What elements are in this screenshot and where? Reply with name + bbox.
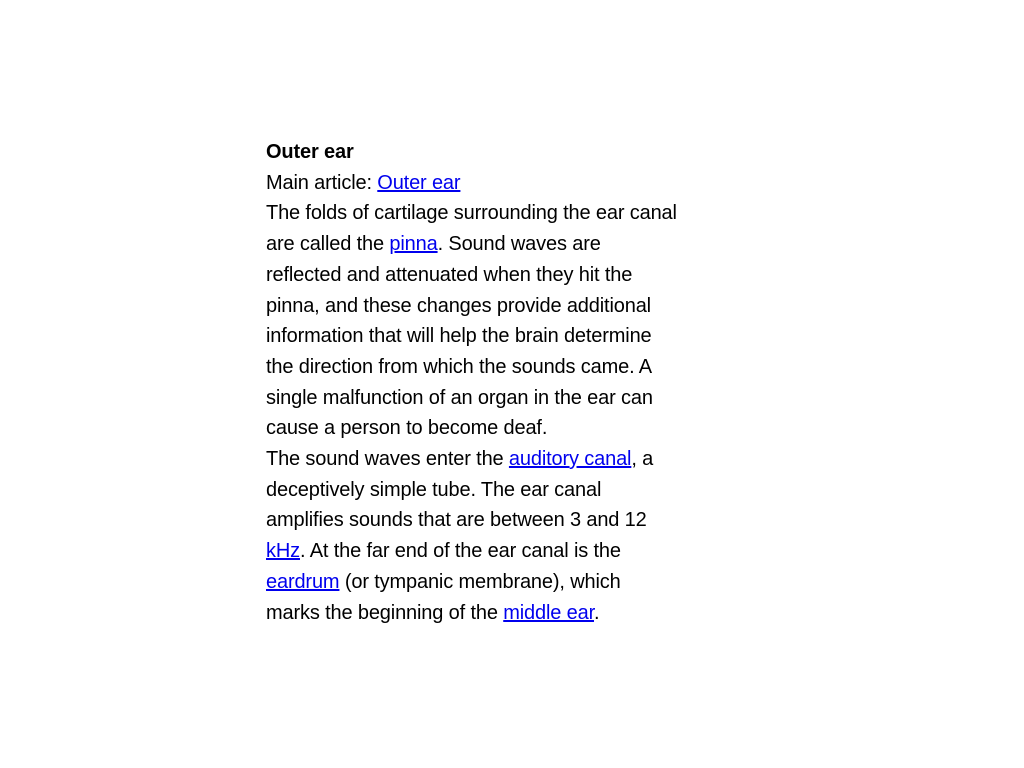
paragraph-line: deceptively simple tube. The ear canal xyxy=(266,478,602,501)
paragraph-line: single malfunction of an organ in the ear can xyxy=(266,386,653,409)
paragraph-line xyxy=(266,536,766,567)
paragraph-line: the direction from which the sounds came. A xyxy=(266,355,652,378)
khz-link[interactable]: kHz xyxy=(266,540,300,563)
paragraph-line: amplifies sounds that are between 3 and 12 xyxy=(266,509,647,532)
paragraph-line xyxy=(266,444,766,475)
paragraph-text: . At the far end of the ear canal is the xyxy=(300,540,621,563)
middle-ear-link[interactable]: middle ear xyxy=(503,601,594,624)
paragraph-text: . xyxy=(594,601,600,624)
paragraph-line xyxy=(266,567,766,598)
paragraph-line: The folds of cartilage surrounding the ear canal xyxy=(266,202,677,225)
paragraph-text: (or tympanic membrane), which xyxy=(339,570,621,593)
paragraph-line: information that will help the brain determine xyxy=(266,325,652,348)
paragraph-line xyxy=(266,598,766,629)
outer-ear-link[interactable]: Outer ear xyxy=(377,171,461,194)
paragraph-line: cause a person to become deaf. xyxy=(266,417,548,440)
main-article-label: Main article: xyxy=(266,171,378,194)
section-heading: Outer ear xyxy=(266,141,354,163)
paragraph-line: reflected and attenuated when they hit the xyxy=(266,263,633,286)
paragraph-text: are called the xyxy=(266,233,390,256)
eardrum-link[interactable]: eardrum xyxy=(266,570,340,593)
paragraph-text: marks the beginning of the xyxy=(266,601,504,624)
paragraph-text: , a xyxy=(631,448,654,471)
slide-text-block xyxy=(266,137,766,628)
paragraph-text: . Sound waves are xyxy=(437,233,601,256)
pinna-link[interactable]: pinna xyxy=(389,233,438,256)
paragraph-line: pinna, and these changes provide additional xyxy=(266,294,651,317)
paragraph-line xyxy=(266,229,766,260)
main-article-line xyxy=(266,168,766,199)
auditory-canal-link[interactable]: auditory canal xyxy=(508,448,632,471)
paragraph-text: The sound waves enter the xyxy=(266,448,509,471)
